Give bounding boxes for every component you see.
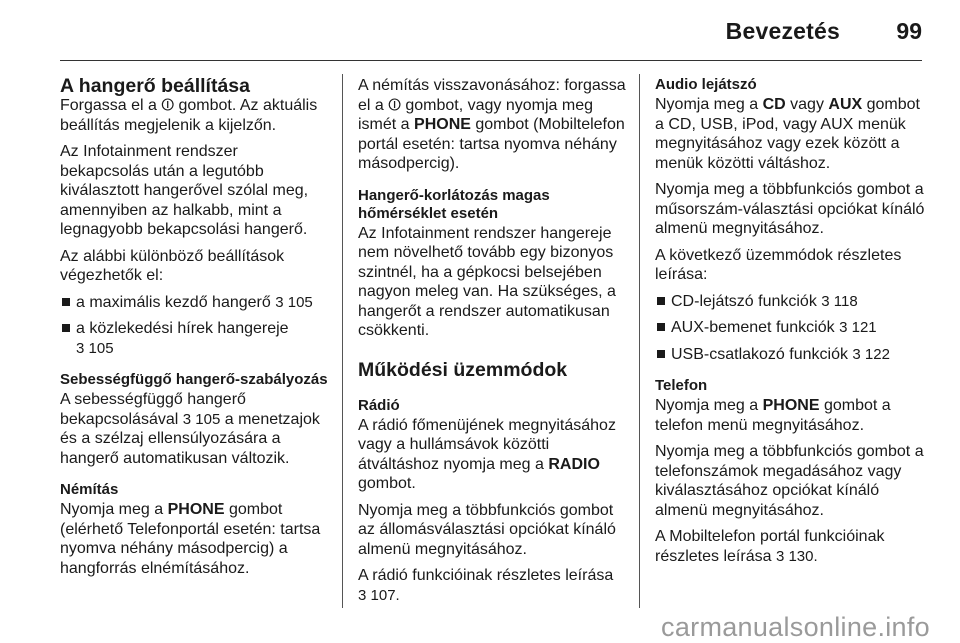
paragraph: Nyomja meg a többfunkciós gombot a telefonszámok megadásához vagy kiválasztásához opciókat kínáló almenü megnyitásához. <box>655 443 924 519</box>
subheading-radio: Rádió <box>358 396 400 414</box>
paragraph <box>358 76 626 174</box>
text: CD-lejátszó funkciók <box>671 292 817 310</box>
page-reference-link[interactable]: 3 118 <box>821 292 858 310</box>
paragraph <box>60 500 328 578</box>
phone-button-label: PHONE <box>167 501 225 518</box>
page-reference-link[interactable]: 3 105 <box>76 339 114 357</box>
paragraph: Az alábbi különböző beállítások végezhetők el: <box>60 247 285 284</box>
list-item <box>655 318 925 338</box>
aux-button-label: AUX <box>828 96 863 113</box>
column-3 <box>655 76 925 573</box>
subheading-mute: Némítás <box>60 481 119 498</box>
phone-button-label: PHONE <box>762 397 820 414</box>
mode-list <box>655 292 925 365</box>
paragraph <box>358 416 626 494</box>
column-divider-2 <box>639 74 640 608</box>
power-knob-icon: ⏼ <box>161 97 175 114</box>
text: vagy <box>785 96 829 113</box>
page-number: 99 <box>896 18 922 44</box>
phone-button-label: PHONE <box>414 116 471 133</box>
text: a közlekedési hírek hangereje <box>76 320 289 337</box>
subheading-audio-player: Audio lejátszó <box>655 76 757 93</box>
list-item <box>60 319 328 358</box>
text: AUX-bemenet funkciók <box>671 319 835 336</box>
page-header <box>0 0 960 62</box>
text: A némítás visszavonásához: forgassa el a <box>358 77 626 114</box>
page-reference-link[interactable]: 3 105 <box>275 293 313 311</box>
subheading-phone: Telefon <box>655 377 708 394</box>
list-item <box>655 292 925 312</box>
text: Nyomja meg a <box>655 96 763 113</box>
column-1 <box>60 76 328 585</box>
text: a menetzajok és a szélzaj ellensúlyozására a hangerő automatikusan változik. <box>60 410 320 467</box>
page-title: Bevezetés <box>725 18 840 44</box>
paragraph <box>655 95 925 173</box>
paragraph: Nyomja meg a többfunkciós gombot a műsorszám-választási opciókat kínáló almenü megnyitásához. <box>655 181 925 237</box>
text: Forgassa el a <box>60 97 162 114</box>
subheading-speed-volume: Sebességfüggő hangerő-szabályozás <box>60 371 328 388</box>
paragraph: Az Infotainment rendszer bekapcsolás után a legutóbb kiválasztott hangerővel szólal meg, amennyiben az halkabb, mint a legnagyobb bekapcsolási hangerő. <box>60 143 309 238</box>
cd-button-label: CD <box>762 96 786 113</box>
text: gombot (elérhető Telefonportál esetén: tartsa nyomva néhány másodpercig) a hangforrás elnémításához. <box>60 501 321 577</box>
text: gombot, vagy nyomja meg ismét a <box>358 96 593 133</box>
text: gombot a telefon menü megnyitásához. <box>655 397 891 434</box>
page-reference-link[interactable]: 3 107. <box>358 586 400 604</box>
text: A sebességfüggő hangerő bekapcsolásával <box>60 391 246 428</box>
power-knob-icon: ⏼ <box>388 96 401 114</box>
paragraph <box>60 96 328 135</box>
paragraph <box>60 390 328 468</box>
column-divider-1 <box>342 74 343 608</box>
paragraph: A következő üzemmódok részletes leírása: <box>655 246 902 283</box>
text: A rádió főmenüjének megnyitásához vagy a hullámsávok közötti átváltáshoz nyomja meg a <box>358 416 616 473</box>
text: gombot. Az aktuális beállítás megjelenik a kijelzőn. <box>60 97 318 134</box>
paragraph: Nyomja meg a többfunkciós gombot az állomásválasztási opciókat kínáló almenü megnyitásához. <box>358 501 616 558</box>
paragraph <box>655 527 925 566</box>
watermark: carmanualsonline.info <box>661 612 930 642</box>
paragraph: Az Infotainment rendszer hangereje nem növelhető tovább egy bizonyos szintnél, ha a gépkocsi belsejében nagyon meleg van. Ha szükséges, a hangerőt a rendszer automatikusan csökkenti. <box>358 224 616 339</box>
paragraph <box>655 396 925 435</box>
page-reference-link[interactable]: 3 105 <box>182 410 221 428</box>
subheading-volume-limit: Hangerő-korlátozás magas hőmérséklet esetén <box>358 186 550 222</box>
page-reference-link[interactable]: 3 121 <box>839 319 877 336</box>
list-item <box>655 345 925 365</box>
settings-list <box>60 293 328 359</box>
header-rule <box>60 60 922 61</box>
radio-button-label: RADIO <box>548 455 600 473</box>
section-heading-volume: A hangerő beállítása <box>60 75 251 97</box>
text: a maximális kezdő hangerő <box>76 293 271 311</box>
text: A Mobiltelefon portál funkcióinak részletes leírása <box>655 528 885 565</box>
text: Nyomja meg a <box>60 501 168 518</box>
page-reference-link[interactable]: 3 122 <box>852 345 890 363</box>
section-heading-operating-modes: Működési üzemmódok <box>358 358 568 381</box>
paragraph <box>358 566 626 605</box>
text: gombot (Mobiltelefon portál esetén: tartsa nyomva néhány másodpercig). <box>358 116 625 172</box>
text: USB-csatlakozó funkciók <box>671 345 848 363</box>
column-2 <box>358 76 626 612</box>
text: gombot. <box>358 475 416 492</box>
text: gombot a CD, USB, iPod, vagy AUX menük megnyitásához vagy ezek között a menük közötti váltáshoz. <box>655 96 920 172</box>
text: A rádió funkcióinak részletes leírása <box>358 567 614 584</box>
list-item <box>60 293 328 313</box>
text: Nyomja meg a <box>655 397 763 414</box>
page-reference-link[interactable]: 3 130. <box>775 547 818 565</box>
